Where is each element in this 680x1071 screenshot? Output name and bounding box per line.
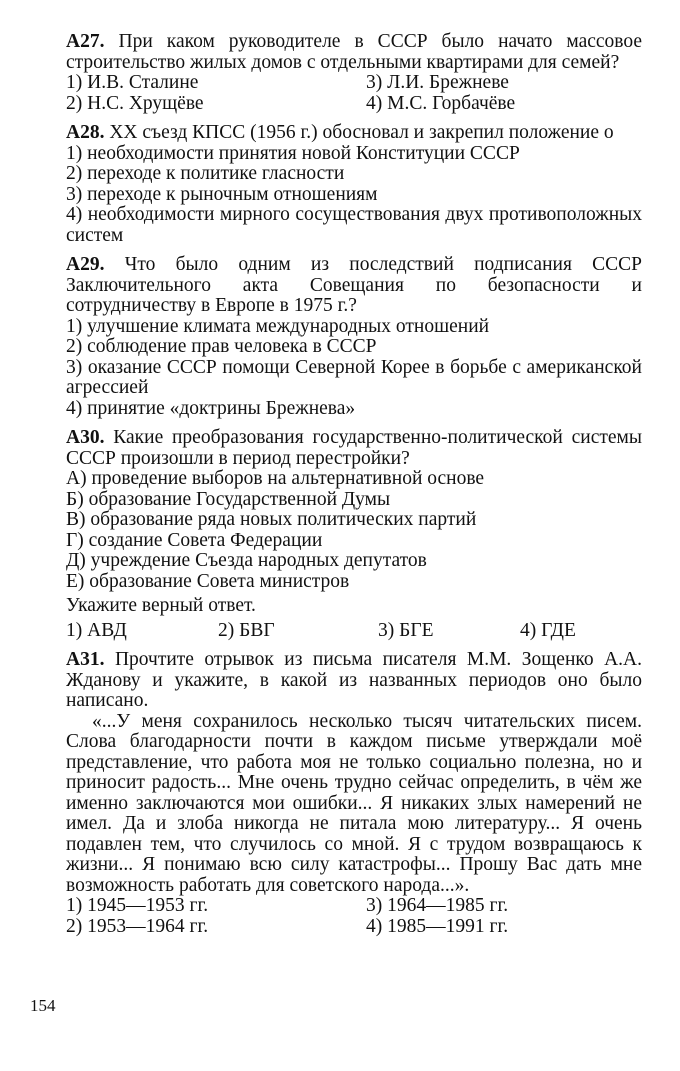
answer-option[interactable]: 4) необходимости мирного сосуществования двух противоположных систем: [66, 204, 642, 246]
question-text: Прочтите отрывок из письма писателя М.М. Зощенко А.А. Жданову и укажите, в какой из названных периодов оно было написано.: [66, 649, 642, 711]
question-number: А28.: [66, 122, 105, 143]
answer-option[interactable]: 4) М.С. Горбачёве: [366, 92, 516, 114]
answer-option[interactable]: 3) 1964—1985 гг.: [366, 895, 509, 916]
letter-excerpt: «...У меня сохранилось несколько тысяч читательских писем. Слова благодарности почти в каждом письме утверждали моё представление, что работа моя не только социально полезна, но и приносит радость... Мне очень трудно сейчас определить, в чём же именно заключаются мои ошибки... Я никаких злых намерений не имел. Да и злоба никогда не питала мою литературу... Я очень подавлен тем, что случилось со мной. Я с трудом возвращаюсь к жизни... Я понимаю всю силу катастрофы... Прошу Вас дать мне возможность работать для советского народа...».: [66, 710, 642, 896]
statement-item: Е) образование Совета министров: [66, 570, 350, 592]
statement-item: Д) учреждение Съезда народных депутатов: [66, 550, 427, 571]
content-column: [66, 32, 642, 946]
question-text: XX съезд КПСС (1956 г.) обосновал и закрепил положение о: [109, 122, 614, 143]
answer-option[interactable]: 1) АВД: [66, 619, 127, 641]
answer-options: [66, 317, 642, 420]
question-a30: [66, 428, 642, 641]
answer-option[interactable]: 3) переходе к рыночным отношениям: [66, 183, 378, 205]
question-number: А31.: [66, 649, 105, 670]
answer-options: [66, 144, 642, 247]
question-text: Какие преобразования государственно-политической системы СССР произошли в период перестройки?: [66, 427, 642, 469]
answer-option[interactable]: 1) 1945—1953 гг.: [66, 895, 209, 916]
question-text: Что было одним из последствий подписания СССР Заключительного акта Совещания по безопасности и сотрудничеству в Европе в 1975 г.?: [66, 254, 643, 316]
answer-option[interactable]: 1) необходимости принятия новой Конституции СССР: [66, 142, 520, 164]
answer-option[interactable]: 4) ГДЕ: [520, 619, 576, 641]
statement-list: [66, 469, 642, 592]
question-number: А27.: [66, 31, 105, 52]
answer-option[interactable]: 1) улучшение климата международных отношений: [66, 315, 490, 337]
question-a27: [66, 32, 642, 114]
statement-item: В) образование ряда новых политических партий: [66, 509, 477, 530]
question-a31: [66, 650, 642, 937]
statement-item: А) проведение выборов на альтернативной основе: [66, 468, 485, 489]
answer-option[interactable]: 4) принятие «доктрины Брежнева»: [66, 397, 356, 419]
answer-options: [66, 73, 642, 114]
answer-option[interactable]: 1) И.В. Сталине: [66, 72, 199, 93]
answer-option[interactable]: 2) переходе к политике гласности: [66, 163, 345, 184]
answer-options: [66, 896, 642, 937]
answer-option[interactable]: 2) Н.С. Хрущёве: [66, 92, 204, 114]
statement-item: Г) создание Совета Федерации: [66, 529, 323, 551]
answer-option[interactable]: 3) оказание СССР помощи Северной Корее в борьбе с американской агрессией: [66, 356, 642, 398]
answer-option[interactable]: 2) 1953—1964 гг.: [66, 915, 209, 937]
question-a29: [66, 255, 642, 419]
answer-option[interactable]: 3) Л.И. Брежневе: [366, 72, 509, 93]
question-text: При каком руководителе в СССР было начато массовое строительство жилых домов с отдельными квартирами для семей?: [66, 31, 642, 73]
statement-item: Б) образование Государственной Думы: [66, 488, 391, 510]
answer-option[interactable]: 2) БВГ: [218, 619, 275, 641]
answer-option[interactable]: 2) соблюдение прав человека в СССР: [66, 336, 377, 357]
answer-option[interactable]: 4) 1985—1991 гг.: [366, 915, 509, 937]
question-number: А30.: [66, 427, 105, 448]
question-number: А29.: [66, 254, 105, 275]
question-a28: [66, 123, 642, 246]
answer-options: [66, 621, 642, 642]
answer-option[interactable]: 3) БГЕ: [378, 619, 434, 641]
instruction-text: Укажите верный ответ.: [66, 595, 256, 616]
page-number: 154: [30, 996, 56, 1015]
